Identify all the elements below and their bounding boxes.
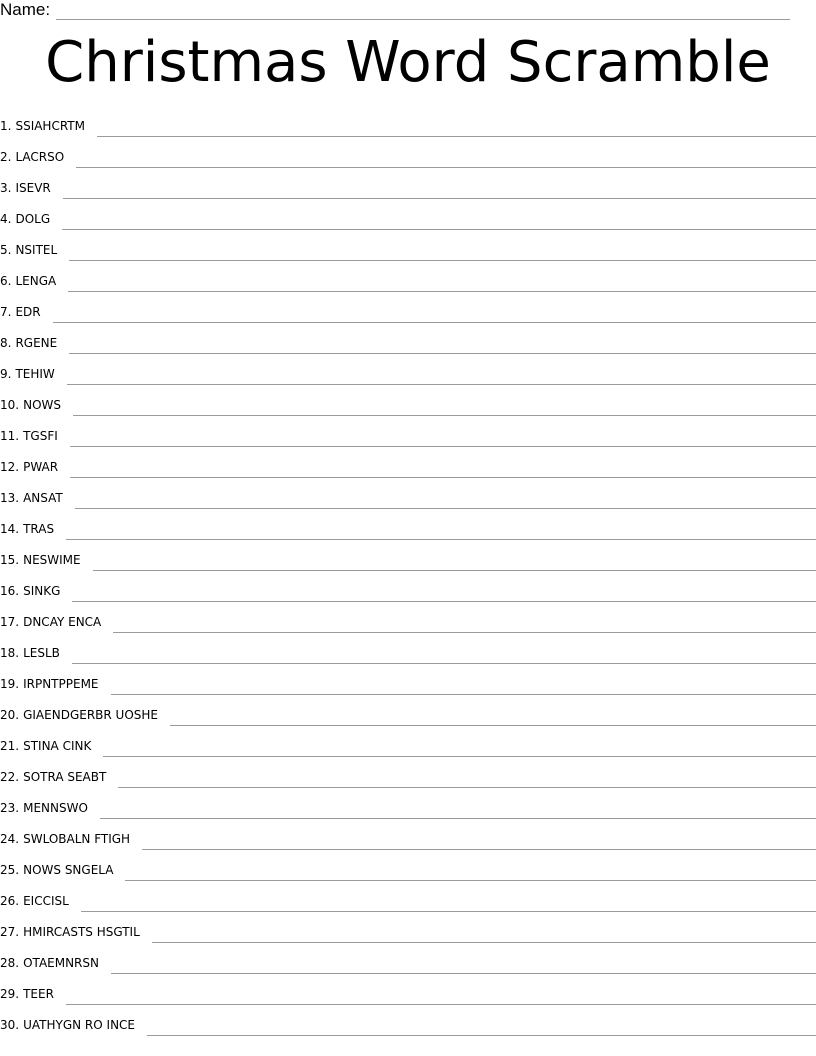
- scrambled-word: IRPNTPPEME: [23, 676, 99, 691]
- question-number: 24.: [0, 831, 20, 846]
- scrambled-word: PWAR: [23, 459, 59, 474]
- question-number: 17.: [0, 614, 20, 629]
- question-number: 12.: [0, 459, 20, 474]
- answer-line[interactable]: [100, 818, 816, 819]
- question-item: [0, 668, 816, 699]
- scrambled-word: TGSFI: [23, 428, 58, 443]
- question-item: [0, 389, 816, 420]
- answer-line[interactable]: [69, 353, 816, 354]
- question-number: 15.: [0, 552, 20, 567]
- scrambled-word: OTAEMNRSN: [23, 955, 99, 970]
- answer-line[interactable]: [113, 632, 816, 633]
- question-number: 2.: [0, 149, 12, 164]
- question-number: 9.: [0, 366, 12, 381]
- scrambled-word: LACRSO: [15, 149, 65, 164]
- question-item: [0, 482, 816, 513]
- answer-line[interactable]: [70, 477, 816, 478]
- scrambled-word: HMIRCASTS HSGTIL: [23, 924, 140, 939]
- question-item: [0, 1009, 816, 1040]
- question-item: [0, 792, 816, 823]
- answer-line[interactable]: [67, 384, 816, 385]
- question-number: 19.: [0, 676, 20, 691]
- answer-line[interactable]: [93, 570, 816, 571]
- name-answer-line[interactable]: [56, 4, 790, 20]
- question-number: 18.: [0, 645, 20, 660]
- question-item: [0, 947, 816, 978]
- scrambled-word: DOLG: [15, 211, 51, 226]
- question-item: [0, 544, 816, 575]
- answer-line[interactable]: [170, 725, 816, 726]
- answer-line[interactable]: [53, 322, 816, 323]
- scrambled-word: NOWS: [23, 397, 61, 412]
- scrambled-word: NOWS SNGELA: [23, 862, 114, 877]
- answer-line[interactable]: [68, 291, 816, 292]
- scrambled-word: SOTRA SEABT: [23, 769, 107, 784]
- scrambled-word: EDR: [15, 304, 41, 319]
- answer-line[interactable]: [142, 849, 816, 850]
- question-item: [0, 978, 816, 1009]
- scrambled-word: STINA CINK: [23, 738, 92, 753]
- answer-line[interactable]: [66, 1004, 816, 1005]
- question-item: [0, 234, 816, 265]
- question-number: 29.: [0, 986, 20, 1001]
- question-item: [0, 730, 816, 761]
- scrambled-word: LENGA: [15, 273, 57, 288]
- answer-line[interactable]: [69, 260, 816, 261]
- question-number: 25.: [0, 862, 20, 877]
- question-number: 30.: [0, 1017, 20, 1032]
- answer-line[interactable]: [97, 136, 816, 137]
- question-item: [0, 172, 816, 203]
- scrambled-word: UATHYGN RO INCE: [23, 1017, 136, 1032]
- answer-line[interactable]: [72, 663, 816, 664]
- question-number: 4.: [0, 211, 12, 226]
- question-number: 27.: [0, 924, 20, 939]
- question-number: 28.: [0, 955, 20, 970]
- question-number: 7.: [0, 304, 12, 319]
- question-item: [0, 327, 816, 358]
- question-item: [0, 916, 816, 947]
- question-item: [0, 699, 816, 730]
- answer-line[interactable]: [111, 694, 816, 695]
- question-number: 14.: [0, 521, 20, 536]
- scrambled-word: MENNSWO: [23, 800, 88, 815]
- name-label: Name:: [0, 0, 51, 19]
- answer-line[interactable]: [70, 446, 816, 447]
- question-number: 11.: [0, 428, 20, 443]
- scrambled-word: ANSAT: [23, 490, 63, 505]
- question-number: 22.: [0, 769, 20, 784]
- answer-line[interactable]: [125, 880, 816, 881]
- scrambled-word: NESWIME: [23, 552, 81, 567]
- answer-line[interactable]: [75, 508, 816, 509]
- page-title: Christmas Word Scramble: [45, 30, 771, 95]
- question-item: [0, 575, 816, 606]
- question-number: 5.: [0, 242, 12, 257]
- question-number: 8.: [0, 335, 12, 350]
- answer-line[interactable]: [62, 229, 816, 230]
- answer-line[interactable]: [103, 756, 816, 757]
- answer-line[interactable]: [66, 539, 816, 540]
- question-number: 3.: [0, 180, 12, 195]
- question-list: [0, 110, 816, 1040]
- question-number: 1.: [0, 118, 12, 133]
- scrambled-word: GIAENDGERBR UOSHE: [23, 707, 158, 722]
- name-row: [0, 0, 790, 20]
- question-number: 23.: [0, 800, 20, 815]
- question-item: [0, 265, 816, 296]
- question-number: 6.: [0, 273, 12, 288]
- scrambled-word: SSIAHCRTM: [15, 118, 85, 133]
- question-number: 21.: [0, 738, 20, 753]
- question-item: [0, 823, 816, 854]
- question-number: 10.: [0, 397, 20, 412]
- scrambled-word: SINKG: [23, 583, 61, 598]
- scrambled-word: DNCAY ENCA: [23, 614, 102, 629]
- answer-line[interactable]: [147, 1035, 816, 1036]
- answer-line[interactable]: [118, 787, 816, 788]
- scrambled-word: ISEVR: [15, 180, 51, 195]
- question-item: [0, 420, 816, 451]
- question-item: [0, 637, 816, 668]
- question-number: 16.: [0, 583, 20, 598]
- question-item: [0, 141, 816, 172]
- answer-line[interactable]: [63, 198, 816, 199]
- scrambled-word: NSITEL: [15, 242, 58, 257]
- scrambled-word: EICCISL: [23, 893, 69, 908]
- question-item: [0, 110, 816, 141]
- question-item: [0, 203, 816, 234]
- question-item: [0, 854, 816, 885]
- answer-line[interactable]: [76, 167, 816, 168]
- question-item: [0, 451, 816, 482]
- question-number: 13.: [0, 490, 20, 505]
- answer-line[interactable]: [152, 942, 816, 943]
- question-number: 20.: [0, 707, 20, 722]
- answer-line[interactable]: [81, 911, 816, 912]
- question-item: [0, 761, 816, 792]
- question-number: 26.: [0, 893, 20, 908]
- answer-line[interactable]: [111, 973, 816, 974]
- scrambled-word: RGENE: [15, 335, 58, 350]
- scrambled-word: TRAS: [23, 521, 55, 536]
- question-item: [0, 606, 816, 637]
- answer-line[interactable]: [72, 601, 816, 602]
- scrambled-word: SWLOBALN FTIGH: [23, 831, 131, 846]
- question-item: [0, 885, 816, 916]
- answer-line[interactable]: [73, 415, 816, 416]
- scrambled-word: TEHIW: [15, 366, 55, 381]
- question-item: [0, 513, 816, 544]
- scrambled-word: LESLB: [23, 645, 60, 660]
- scrambled-word: TEER: [23, 986, 54, 1001]
- question-item: [0, 296, 816, 327]
- question-item: [0, 358, 816, 389]
